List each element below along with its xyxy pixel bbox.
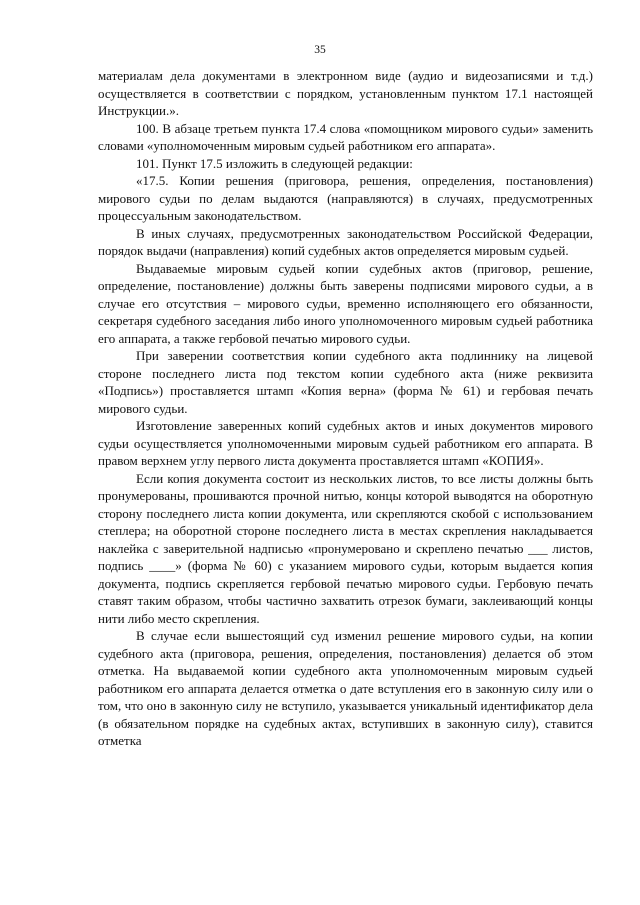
paragraph-copy-stamp: При заверении соответствия копии судебного акта подлиннику на лицевой стороне последнего листа под текстом копии судебного акта (ниже реквизита «Подпись») проставляется штамп «Копия верна» (форма № 61) и гербовая печать мирового судьи. (98, 348, 593, 416)
paragraph-item-101: 101. Пункт 17.5 изложить в следующей редакции: (136, 155, 413, 171)
paragraph-higher-court: В случае если вышестоящий суд изменил решение мирового судьи, на копии судебного акта (приговора, решения, определения, постановления) делается об этом отметка. На выдаваемой копии судебного акта уполномоченным мировым судьей работником его аппарата делается отметка о дате вступления его в законную силу или о том, что оно в законную силу не вступило, указывается уникальный идентификатор дела (в обязательном порядке на судебных актах, вступивших в законную силу), ставится отметка (98, 628, 593, 748)
paragraph-multi-sheet: Если копия документа состоит из нескольких листов, то все листы должны быть пронумерованы, прошиваются прочной нитью, концы которой выводятся на оборотную сторону последнего листа копии документа, или скрепляются скобой с использованием степлера; на оборотной стороне последнего листа в местах скрепления накладывается наклейка с заверительной надписью «пронумеровано и скреплено печатью ___ листов, подпись ____» (форма № 60) с указанием мирового судьи, которым выдается копия документа, подпись скрепляется гербовой печатью мирового судьи. Гербовую печать ставят таким образом, чтобы частично захватить отрезок бумаги, заклеивающий концы нити либо место скрепления. (98, 470, 593, 626)
paragraph-continuation: материалам дела документами в электронном виде (аудио и видеозаписями и т.д.) осуществляется в соответствии с порядком, установленным пунктом 17.1 настоящей Инструкции.». (98, 68, 593, 118)
document-body (98, 67, 593, 750)
paragraph-17-5: «17.5. Копии решения (приговора, решения, определения, постановления) мирового судьи по делам выдаются (направляются) в случаях, предусмотренных процессуальным законодательством. (98, 173, 593, 223)
paragraph-other-cases: В иных случаях, предусмотренных законодательством Российской Федерации, порядок выдачи (направления) копий судебных актов определяется мировым судьей. (98, 225, 593, 258)
paragraph-certification: Выдаваемые мировым судьей копии судебных актов (приговор, решение, определение, постановление) должны быть заверены подписями мирового судьи, а в случае его отсутствия – мирового судьи, временно исполняющего его обязанности, секретаря судебного заседания либо иного уполномоченного мировым судьей работника его аппарата, а также гербовой печатью мирового судьи. (98, 260, 593, 346)
paragraph-item-100: 100. В абзаце третьем пункта 17.4 слова «помощником мирового судьи» заменить словами «уполномоченным мировым судьей работником его аппарата». (98, 120, 593, 153)
paragraph-copy-production: Изготовление заверенных копий судебных актов и иных документов мирового судьи осуществляется уполномоченными мировым судьей работником его аппарата. В правом верхнем углу первого листа документа проставляется штамп «КОПИЯ». (98, 418, 593, 468)
page-number: 35 (314, 44, 326, 56)
